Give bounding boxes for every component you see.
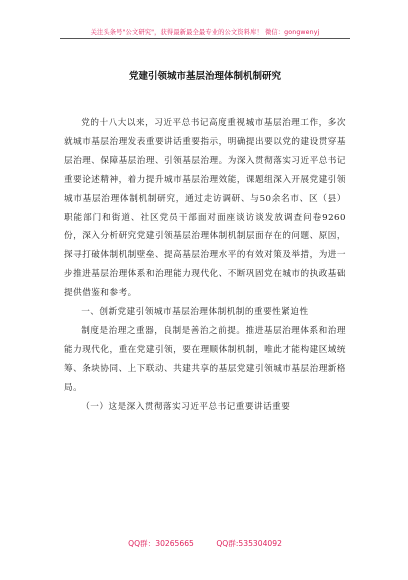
paragraph-intro: 党的十八大以来，习近平总书记高度重视城市基层治理工作，多次就城市基层治理发表重要讲话重要指示，明确提出要以党的建设贯穿基层治理、保障基层治理、引领基层治理。为深入贯彻落实习近平总书记重要论述精神，着力提升城市基层治理效能，课题组深入开展党建引领城市基层治理体制机制研究，通过走访调研、与50余名市、区（县）职能部门和街道、社区党员干部面对面座谈访谈发放调查问卷9260份，深入分析研究党建引领基层治理体制机制层面存在的问题、原因，探寻打破体制机制壁垒、提高基层治理水平的有效对策及举措，为进一步推进基层治理体系和治理能力现代化、不断巩固党在城市的执政基础提供借鉴和参考。 (64, 118, 346, 299)
document-body (64, 114, 346, 417)
header-notice: 关注头条号"公文研究"，获得最新最全最专业的公文资料库！ 微信：gongwenyj (90, 29, 320, 36)
footer-qq-group-1: QQ群：30265665 (128, 539, 194, 548)
section-heading-1: 一、创新党建引领城市基层治理体制机制的重要性紧迫性 (81, 307, 309, 318)
header-divider (60, 38, 350, 39)
document-title: 党建引领城市基层治理体制机制研究 (128, 71, 281, 82)
paragraph-subsection-1: （一）这是深入贯彻落实习近平总书记重要讲话重要 (81, 401, 291, 412)
footer-qq-group-2: QQ群:535304092 (216, 539, 282, 548)
footer-contacts (60, 538, 350, 549)
paragraph-section-1: 制度是治理之重器，良制是善治之前提。推进基层治理体系和治理能力现代化，重在党建引领，要在理顺体制机制，唯此才能构建区域统筹、条块协同、上下联动、共建共享的基层党建引领城市基层治理新格局。 (64, 325, 346, 393)
